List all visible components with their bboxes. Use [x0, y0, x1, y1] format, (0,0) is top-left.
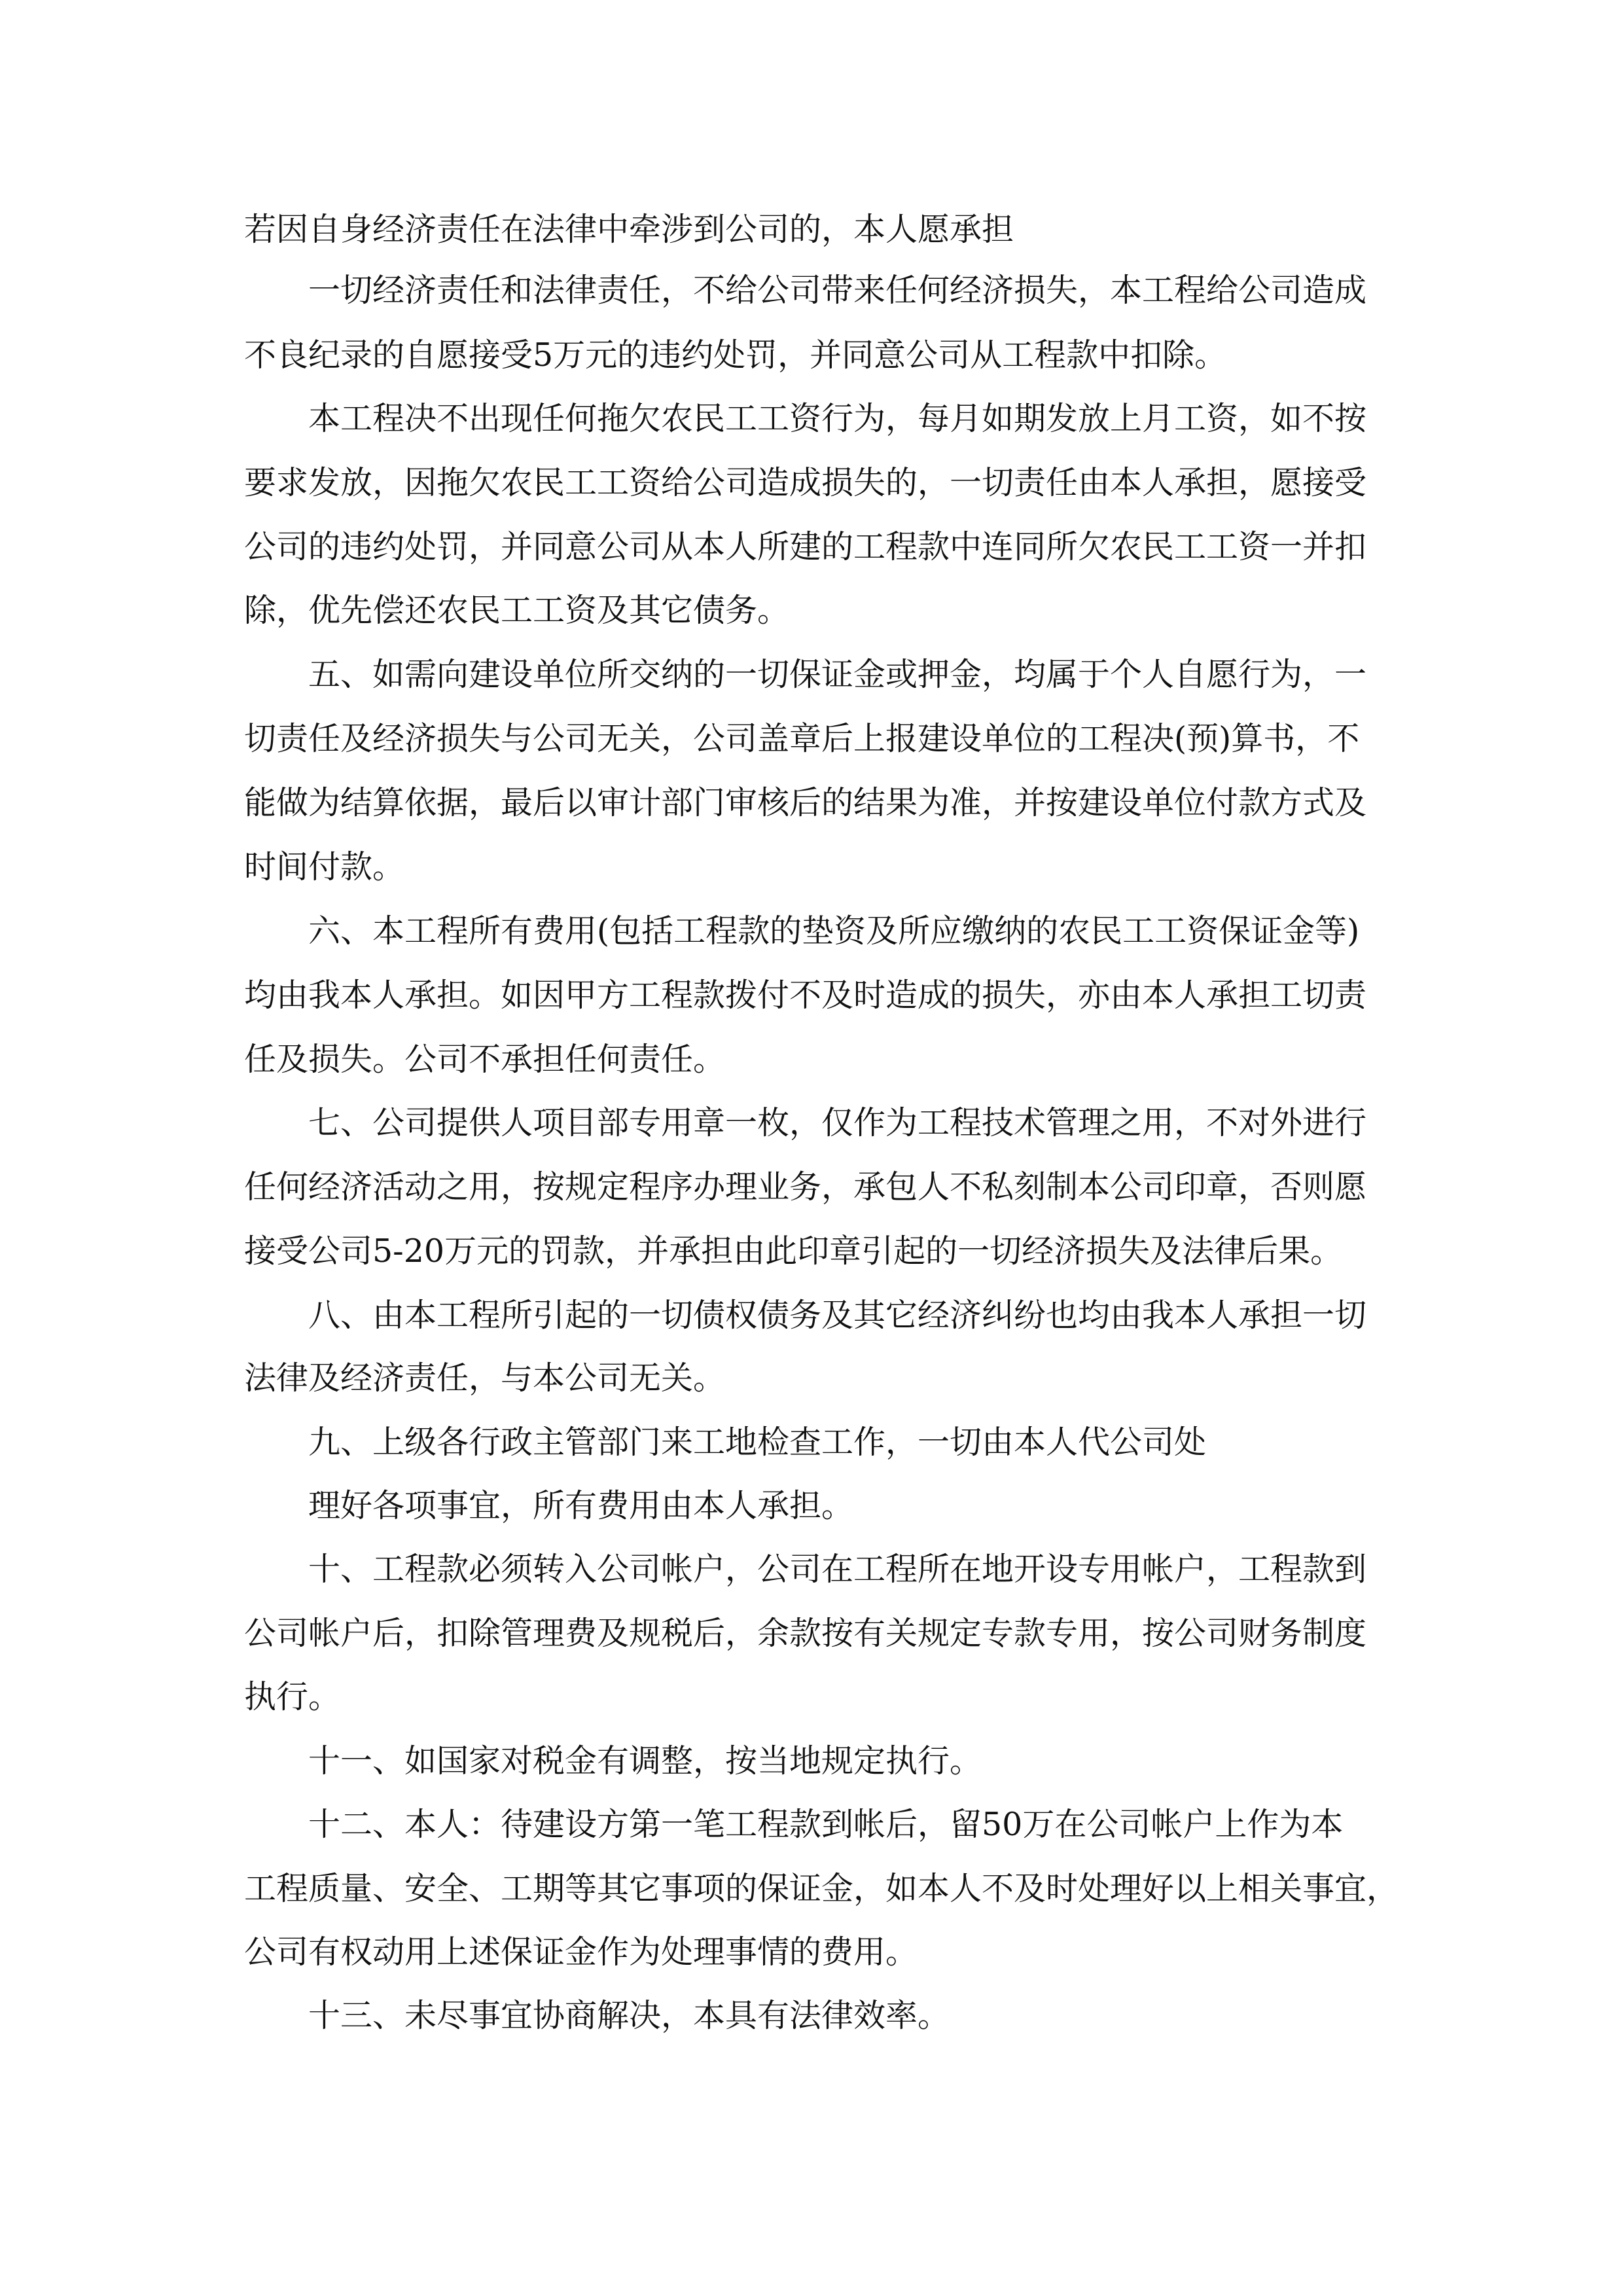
paragraph-4-line-4: 时间付款。: [244, 848, 405, 886]
paragraph-3-line-4: 除，优先偿还农民工工资及其它债务。: [244, 592, 790, 629]
paragraph-10-line-2: 公司帐户后，扣除管理费及规税后，余款按有关规定专款专用，按公司财务制度: [244, 1615, 1367, 1652]
paragraph-3-line-2: 要求发放，因拖欠农民工工资给公司造成损失的，一切责任由本人承担，愿接受: [244, 464, 1367, 501]
paragraph-11-line-1: 十一、如国家对税金有调整，按当地规定执行。: [308, 1742, 982, 1780]
paragraph-5-line-1: 六、本工程所有费用(包括工程款的垫资及所应缴纳的农民工工资保证金等): [308, 912, 1360, 950]
paragraph-12-line-1: 十二、本人：待建设方第一笔工程款到帐后，留50万在公司帐户上作为本: [308, 1806, 1344, 1843]
paragraph-6-line-1: 七、公司提供人项目部专用章一枚，仅作为工程技术管理之用，不对外进行: [308, 1104, 1367, 1141]
paragraph-5-line-2: 均由我本人承担。如因甲方工程款拨付不及时造成的损失，亦由本人承担工切责: [244, 977, 1367, 1014]
paragraph-7-line-1: 八、由本工程所引起的一切债权债务及其它经济纠纷也均由我本人承担一切: [308, 1297, 1367, 1334]
paragraph-1-line-1: 若因自身经济责任在法律中牵涉到公司的，本人愿承担: [244, 211, 1014, 248]
paragraph-12-line-2: 工程质量、安全、工期等其它事项的保证金，如本人不及时处理好以上相关事宜，: [244, 1870, 1399, 1907]
paragraph-7-line-2: 法律及经济责任，与本公司无关。: [244, 1359, 726, 1397]
paragraph-2-line-2: 不良纪录的自愿接受5万元的违约处罚，并同意公司从工程款中扣除。: [244, 336, 1227, 374]
paragraph-12-line-3: 公司有权动用上述保证金作为处理事情的费用。: [244, 1933, 918, 1971]
paragraph-6-line-3: 接受公司5-20万元的罚款，并承担由此印章引起的一切经济损失及法律后果。: [244, 1232, 1343, 1270]
paragraph-10-line-1: 十、工程款必须转入公司帐户，公司在工程所在地开设专用帐户，工程款到: [308, 1551, 1367, 1588]
paragraph-10-line-3: 执行。: [244, 1678, 341, 1715]
paragraph-6-line-2: 任何经济活动之用，按规定程序办理业务，承包人不私刻制本公司印章，否则愿: [244, 1168, 1367, 1206]
paragraph-13-line-1: 十三、未尽事宜协商解决，本具有法律效率。: [308, 1997, 950, 2034]
paragraph-4-line-2: 切责任及经济损失与公司无关，公司盖章后上报建设单位的工程决(预)算书，不: [244, 720, 1360, 757]
paragraph-8-line-1: 九、上级各行政主管部门来工地检查工作，一切由本人代公司处: [308, 1424, 1207, 1461]
paragraph-4-line-3: 能做为结算依据，最后以审计部门审核后的结果为准，并按建设单位付款方式及: [244, 784, 1367, 821]
paragraph-4-line-1: 五、如需向建设单位所交纳的一切保证金或押金，均属于个人自愿行为，一: [308, 656, 1367, 693]
paragraph-3-line-1: 本工程决不出现任何拖欠农民工工资行为，每月如期发放上月工资，如不按: [308, 400, 1367, 437]
paragraph-5-line-3: 任及损失。公司不承担任何责任。: [244, 1041, 726, 1078]
paragraph-2-line-1: 一切经济责任和法律责任，不给公司带来任何经济损失，本工程给公司造成: [308, 272, 1367, 309]
paragraph-9-line-1: 理好各项事宜，所有费用由本人承担。: [308, 1487, 854, 1524]
paragraph-3-line-3: 公司的违约处罚，并同意公司从本人所建的工程款中连同所欠农民工工资一并扣: [244, 528, 1367, 565]
